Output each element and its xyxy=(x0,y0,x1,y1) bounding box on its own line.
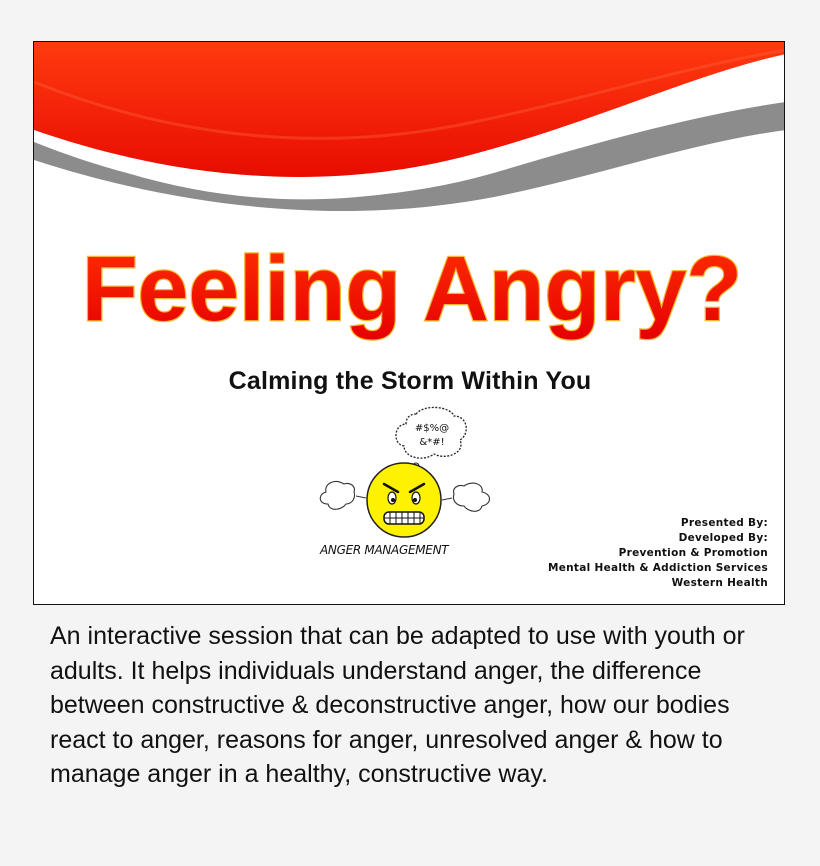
steam-left-icon xyxy=(320,482,366,510)
thought-bubble-line2: &*#! xyxy=(419,437,445,448)
credit-line: Mental Health & Addiction Services xyxy=(547,562,768,574)
steam-right-icon xyxy=(442,483,490,511)
thought-bubble-line1: #$%@ xyxy=(414,423,450,434)
slide-subtitle: Calming the Storm Within You xyxy=(228,367,592,395)
credit-line: Presented By: xyxy=(680,517,768,529)
presenter-credits xyxy=(548,516,768,591)
angry-face-illustration xyxy=(304,404,504,544)
title-wordart xyxy=(34,212,785,352)
credit-line: Prevention & Promotion xyxy=(618,547,768,559)
presentation-slide xyxy=(33,41,785,605)
slide-title: Feeling Angry? xyxy=(82,238,742,340)
credit-line: Western Health xyxy=(671,577,768,589)
session-description: An interactive session that can be adapted to use with youth or adults. It helps individuals understand anger, the difference between constructive & deconstructive anger, how our bodies react to anger, reasons for anger, unresolved anger & how to manage anger in a healthy, constructive way. xyxy=(50,622,745,788)
angry-face-icon xyxy=(367,463,441,537)
credit-line: Developed By: xyxy=(678,532,768,544)
anger-management-label: ANGER MANAGEMENT xyxy=(320,543,449,557)
